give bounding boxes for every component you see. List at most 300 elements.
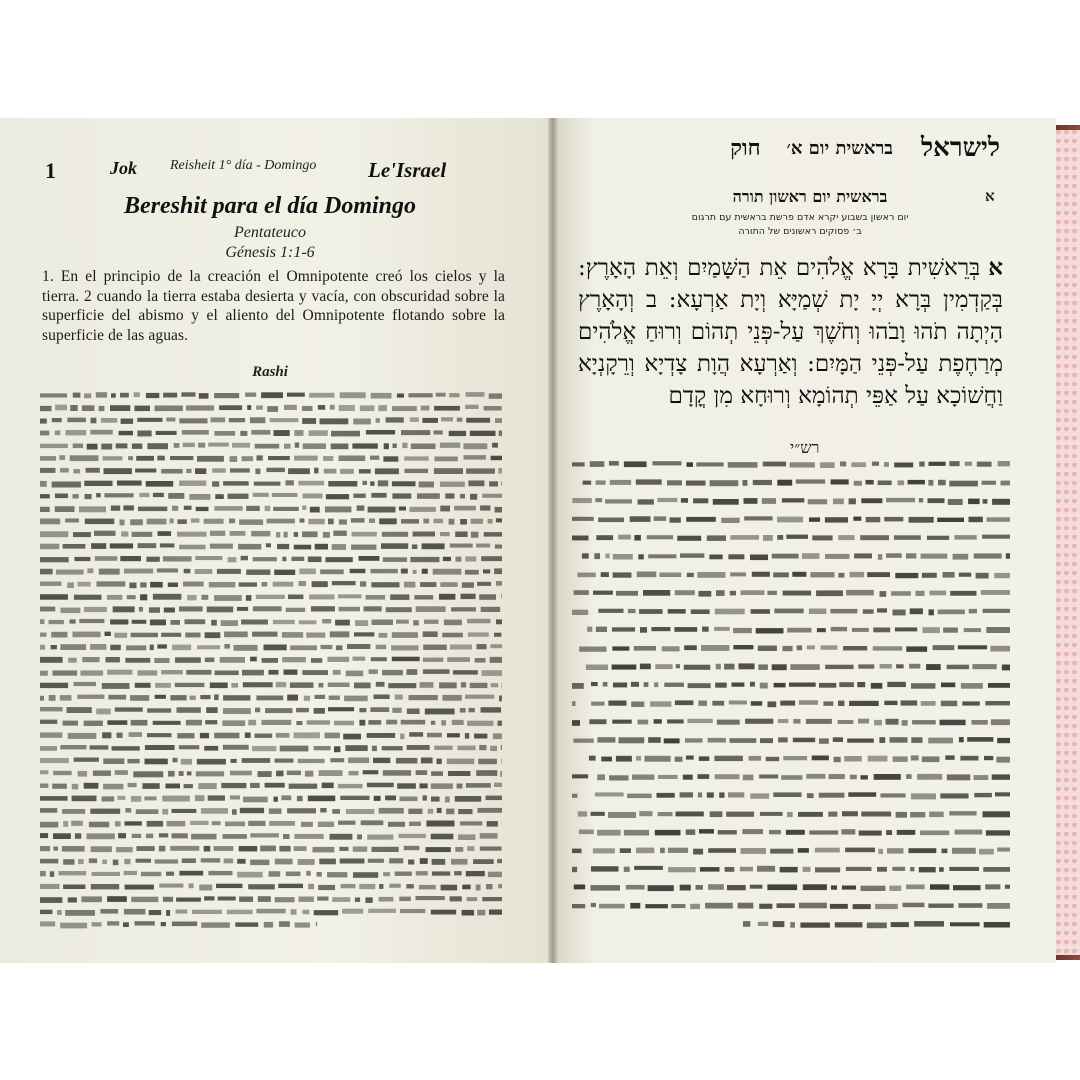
small-print-word [395, 695, 403, 700]
small-print-word [739, 663, 755, 669]
small-print-word [809, 517, 820, 521]
small-print-word [40, 822, 58, 828]
small-print-word [200, 695, 210, 699]
small-print-word [434, 468, 463, 474]
small-print-word [55, 494, 68, 499]
small-print-word [413, 620, 419, 625]
small-print-word [63, 859, 74, 865]
small-print-word [846, 590, 874, 596]
small-print-word [256, 595, 285, 599]
small-print-word [155, 859, 179, 863]
small-print-word [686, 517, 716, 522]
small-print-word [53, 670, 78, 675]
small-print-word [392, 657, 420, 662]
small-print-word [609, 461, 619, 466]
small-print-word [726, 812, 754, 817]
small-print-word [379, 633, 388, 638]
small-print-word [304, 696, 310, 701]
small-print-word [846, 867, 872, 871]
small-print-word [774, 609, 803, 614]
small-print-word [299, 581, 307, 586]
small-print-word [441, 417, 453, 421]
small-print-word [833, 737, 843, 742]
small-print-word [182, 858, 196, 863]
small-print-word [294, 456, 318, 461]
small-print-word [78, 859, 84, 864]
small-print-word [593, 591, 613, 595]
small-print-word [713, 499, 739, 505]
small-print-word [988, 683, 1010, 688]
small-print-word [239, 897, 253, 902]
small-print-word [110, 645, 121, 651]
small-print-word [40, 431, 49, 436]
small-print-word [253, 493, 269, 497]
small-print-word [229, 418, 245, 422]
small-print-word [327, 872, 347, 877]
small-print-word [686, 756, 694, 760]
small-print-word [52, 418, 62, 422]
small-print-word [40, 406, 52, 411]
small-print-word [894, 463, 913, 468]
small-print-word [434, 430, 443, 434]
small-print-word [923, 627, 940, 633]
small-print-word [790, 922, 795, 928]
small-print-word [107, 670, 132, 675]
small-print-word [248, 821, 265, 826]
small-print-word [578, 573, 596, 578]
small-print-word [766, 757, 780, 761]
small-print-word [190, 696, 196, 700]
small-print-word [460, 494, 465, 499]
small-print-word [401, 569, 408, 574]
small-print-word [867, 572, 890, 577]
small-print-word [572, 774, 588, 778]
small-print-word [40, 557, 69, 562]
small-print-word [351, 545, 376, 550]
small-print-word [912, 720, 936, 724]
small-print-word [455, 796, 481, 802]
small-print-word [347, 644, 370, 649]
small-print-word [930, 884, 949, 889]
small-print-word [276, 682, 287, 687]
small-print-word [798, 812, 823, 817]
small-print-word [305, 771, 313, 777]
small-print-word [341, 884, 356, 888]
small-print-word [217, 569, 241, 574]
small-print-word [231, 683, 238, 688]
small-print-word [303, 443, 326, 449]
small-print-word [359, 556, 380, 561]
small-print-word [176, 910, 188, 914]
small-print-word [898, 480, 905, 485]
small-print-word [105, 632, 111, 636]
small-print-word [860, 535, 889, 540]
small-print-word [467, 619, 490, 624]
small-print-word [690, 904, 700, 909]
small-print-word [867, 923, 887, 929]
small-print-word [825, 554, 850, 559]
small-print-word [112, 746, 140, 750]
small-print-word [195, 556, 222, 560]
small-print-word [612, 627, 635, 631]
small-print-word [204, 846, 211, 852]
small-print-word [89, 822, 109, 828]
small-print-word [60, 745, 86, 749]
small-print-word [96, 581, 125, 586]
small-print-word [758, 664, 768, 670]
small-print-word [477, 910, 485, 916]
right-commentary-text [572, 457, 1010, 937]
small-print-word [129, 583, 136, 589]
small-print-word [420, 582, 436, 587]
small-print-word [449, 519, 455, 525]
small-print-word [688, 683, 711, 688]
small-print-word [124, 909, 145, 915]
small-print-word [128, 456, 133, 460]
small-print-word [102, 796, 115, 801]
small-print-word [348, 758, 369, 764]
small-print-word [928, 498, 945, 503]
small-print-word [157, 644, 167, 648]
small-print-word [63, 821, 68, 827]
small-print-word [493, 733, 502, 739]
small-print-word [299, 620, 317, 624]
small-print-word [500, 771, 502, 777]
small-print-word [921, 701, 936, 706]
small-print-word [491, 683, 499, 687]
small-print-word [154, 658, 169, 663]
small-print-word [300, 518, 305, 522]
small-print-word [323, 456, 333, 461]
small-print-word [68, 658, 77, 663]
small-print-word [117, 733, 123, 738]
small-print-word [139, 607, 143, 612]
small-print-word [423, 658, 444, 662]
small-print-word [352, 443, 377, 448]
small-print-word [455, 532, 467, 538]
small-print-word [906, 553, 916, 558]
small-print-word [618, 535, 631, 540]
small-print-word [242, 758, 271, 763]
small-print-word [242, 670, 264, 676]
small-print-word [660, 848, 665, 853]
small-print-word [161, 922, 166, 926]
small-print-word [250, 783, 260, 788]
small-print-word [40, 481, 47, 487]
left-translation-paragraph: 1. En el principio de la creación el Omnipotente creó los cielos y la tierra. 2 cuando la tierra estaba desierta y vacía, con obscuridad sobre la superficie del abismo y el aliento del Omnipotente flotando sobre la superficie de las aguas. [42, 268, 505, 344]
small-print-word [964, 628, 981, 632]
small-print-word [450, 896, 462, 901]
small-print-word [743, 480, 748, 486]
small-print-word [131, 633, 158, 638]
small-print-word [204, 519, 224, 524]
small-print-word [424, 620, 438, 624]
small-print-word [815, 848, 840, 853]
small-print-word [828, 812, 837, 817]
small-print-word [901, 700, 918, 705]
small-print-word [155, 683, 171, 688]
small-print-word [124, 569, 153, 574]
small-print-word [385, 796, 396, 801]
small-print-word [334, 746, 340, 752]
small-print-word [698, 774, 710, 779]
small-print-word [983, 609, 1010, 613]
small-print-word [396, 620, 409, 624]
small-print-word [252, 746, 276, 751]
small-print-word [224, 859, 234, 864]
small-print-word [572, 683, 584, 689]
small-print-word [66, 430, 87, 435]
small-print-word [234, 645, 258, 651]
small-print-word [265, 708, 292, 713]
small-print-word [166, 418, 175, 422]
small-print-word [220, 657, 245, 663]
small-print-word [84, 393, 91, 398]
small-print-word [339, 519, 347, 524]
small-print-word [850, 775, 857, 780]
small-print-word [126, 645, 146, 650]
small-print-word [174, 443, 180, 448]
small-print-word [160, 543, 175, 547]
small-print-word [709, 555, 722, 560]
small-print-word [330, 834, 353, 840]
small-print-word [149, 910, 162, 915]
small-print-word [132, 620, 147, 624]
small-print-word [372, 746, 377, 751]
small-print-word [346, 671, 364, 677]
small-print-word [854, 553, 872, 558]
small-print-word [490, 644, 502, 648]
small-print-word [884, 462, 889, 467]
small-print-word [198, 783, 216, 789]
small-print-word [372, 620, 394, 626]
small-print-word [75, 833, 81, 839]
small-print-word [146, 834, 153, 839]
small-print-word [838, 720, 854, 724]
small-print-word [906, 646, 927, 651]
small-print-word [369, 519, 375, 523]
small-print-word [408, 393, 432, 397]
small-print-word [214, 595, 242, 601]
small-print-word [108, 695, 126, 700]
small-print-word [435, 457, 458, 462]
small-print-word [275, 897, 295, 902]
small-print-word [389, 884, 400, 888]
small-print-word [465, 556, 476, 561]
small-print-word [608, 701, 626, 706]
small-print-word [361, 820, 384, 825]
small-print-word [373, 758, 390, 763]
small-print-word [809, 609, 826, 615]
small-print-word [102, 860, 107, 865]
small-print-word [125, 885, 154, 890]
small-print-word [897, 830, 916, 835]
hebrew-verse-text: בְּרֵאשִׁית בָּרָא אֱלֹהִים אֵת הַשָּׁמַיִם וְאֵת הָאָרֶץ: בְּקַדְמִין בְּרָא יְיָ יָת שְׁמַיָּא וְיָת אַרְעָא: ב וְהָאָרֶץ הָיְתָה תֹהוּ וָבֹהוּ וְחֹשֶׁךְ עַל-פְּנֵי תְהוֹם וְרוּחַ אֱלֹהִים מְרַחֶפֶת עַל-פְּנֵי הַמָּיִם: וְאַרְעָא הֲוָת צָדְיָא וְרֵקָנְיָא וַחֲשׁוֹכָא עַל אַפֵּי תְהוֹמָא וְרוּחָא מִן קֳדָם [578, 255, 1003, 409]
small-print-word [494, 633, 501, 637]
small-print-word [128, 783, 137, 787]
small-print-word [176, 898, 201, 902]
small-print-word [364, 606, 382, 611]
small-print-word [685, 738, 703, 742]
small-print-word [886, 719, 899, 725]
small-print-word [73, 532, 91, 537]
small-print-word [773, 572, 789, 577]
small-print-word [760, 812, 783, 816]
small-print-word [664, 738, 680, 743]
small-print-word [992, 774, 1010, 779]
small-print-word [670, 517, 681, 522]
small-print-word [806, 774, 825, 779]
small-print-word [95, 556, 118, 561]
small-print-word [501, 481, 502, 485]
small-print-word [972, 720, 988, 725]
small-print-word [386, 720, 397, 725]
small-print-word [242, 456, 254, 461]
small-print-word [40, 607, 55, 612]
small-print-word [118, 833, 126, 838]
small-print-word [480, 847, 502, 851]
small-print-word [466, 392, 485, 397]
small-print-word [496, 619, 502, 624]
small-print-word [653, 461, 682, 465]
small-print-word [110, 543, 133, 548]
small-print-word [343, 734, 361, 740]
small-print-word [187, 771, 192, 775]
small-print-word [741, 590, 765, 595]
small-print-word [367, 835, 393, 840]
small-print-word [799, 903, 827, 909]
small-print-word [123, 505, 133, 510]
small-print-word [40, 519, 60, 525]
small-print-word [40, 746, 57, 751]
small-print-word [314, 708, 325, 714]
small-print-word [439, 594, 455, 600]
small-print-word [432, 871, 450, 875]
left-running-head-middle: Reisheit 1° día - Domingo [170, 158, 317, 173]
small-print-word [873, 628, 890, 633]
left-commentary-text [40, 388, 502, 936]
small-print-word [147, 733, 172, 737]
small-print-word [199, 885, 212, 891]
small-print-word [987, 517, 1011, 522]
small-print-word [686, 481, 706, 486]
small-print-word [210, 683, 228, 689]
small-print-word [959, 573, 971, 577]
small-print-word [147, 708, 171, 712]
small-print-word [381, 543, 408, 549]
small-print-word [324, 469, 337, 474]
small-print-word [62, 809, 85, 814]
small-print-word [440, 443, 460, 448]
small-print-word [269, 808, 282, 814]
small-print-word [276, 532, 280, 537]
small-print-word [170, 846, 199, 851]
small-print-word [252, 632, 277, 637]
small-print-word [67, 707, 92, 713]
small-print-word [353, 657, 366, 661]
small-print-word [333, 531, 346, 536]
small-print-word [70, 619, 76, 623]
small-print-word [490, 746, 497, 751]
small-print-word [436, 393, 446, 397]
small-print-word [781, 775, 802, 780]
small-print-word [397, 783, 416, 788]
small-print-word [619, 737, 645, 743]
small-print-word [847, 739, 874, 743]
small-print-word [239, 519, 263, 525]
small-print-word [891, 922, 909, 927]
small-print-word [433, 569, 462, 575]
small-print-word [942, 849, 948, 854]
small-print-word [340, 392, 366, 398]
small-print-word [132, 834, 142, 838]
small-print-word [340, 796, 369, 800]
small-print-word [195, 795, 205, 801]
small-print-word [282, 632, 303, 638]
small-print-word [1002, 665, 1010, 671]
small-print-word [778, 737, 788, 742]
small-print-word [872, 462, 879, 466]
small-print-word [790, 664, 819, 670]
small-print-word [70, 455, 99, 461]
small-print-word [467, 721, 493, 726]
small-print-word [778, 719, 789, 723]
small-print-word [574, 590, 589, 595]
small-print-word [246, 506, 260, 511]
small-print-word [298, 481, 324, 486]
small-print-word [40, 569, 53, 575]
small-print-word [100, 909, 118, 914]
small-print-word [697, 572, 725, 578]
small-print-word [637, 572, 657, 578]
small-print-word [224, 632, 248, 638]
small-print-word [979, 849, 994, 855]
small-print-word [81, 896, 102, 902]
small-print-word [458, 834, 475, 840]
small-print-word [744, 498, 758, 504]
small-print-word [715, 609, 745, 615]
small-print-word [416, 770, 428, 775]
small-print-word [495, 418, 502, 423]
small-print-word [994, 573, 1010, 578]
small-print-word [92, 872, 120, 876]
small-print-word [274, 570, 295, 575]
small-print-word [223, 708, 251, 714]
small-print-word [99, 406, 105, 411]
small-print-word [277, 544, 289, 549]
small-print-word [70, 405, 78, 411]
small-print-word [225, 822, 245, 827]
small-print-word [296, 708, 309, 712]
small-print-word [40, 732, 62, 737]
small-print-word [161, 469, 183, 474]
small-print-word [431, 797, 440, 802]
small-print-word [328, 683, 350, 688]
small-print-word [273, 620, 295, 624]
small-print-word [467, 846, 474, 851]
small-print-word [256, 696, 283, 701]
small-print-word [173, 758, 178, 763]
small-print-word [370, 456, 379, 460]
small-print-word [906, 885, 925, 890]
small-print-word [137, 418, 162, 422]
small-print-word [892, 867, 905, 871]
small-print-word [396, 758, 418, 764]
small-print-word [1006, 553, 1010, 559]
small-print-word [595, 792, 624, 796]
small-print-word [871, 683, 883, 689]
small-print-word [861, 498, 882, 503]
